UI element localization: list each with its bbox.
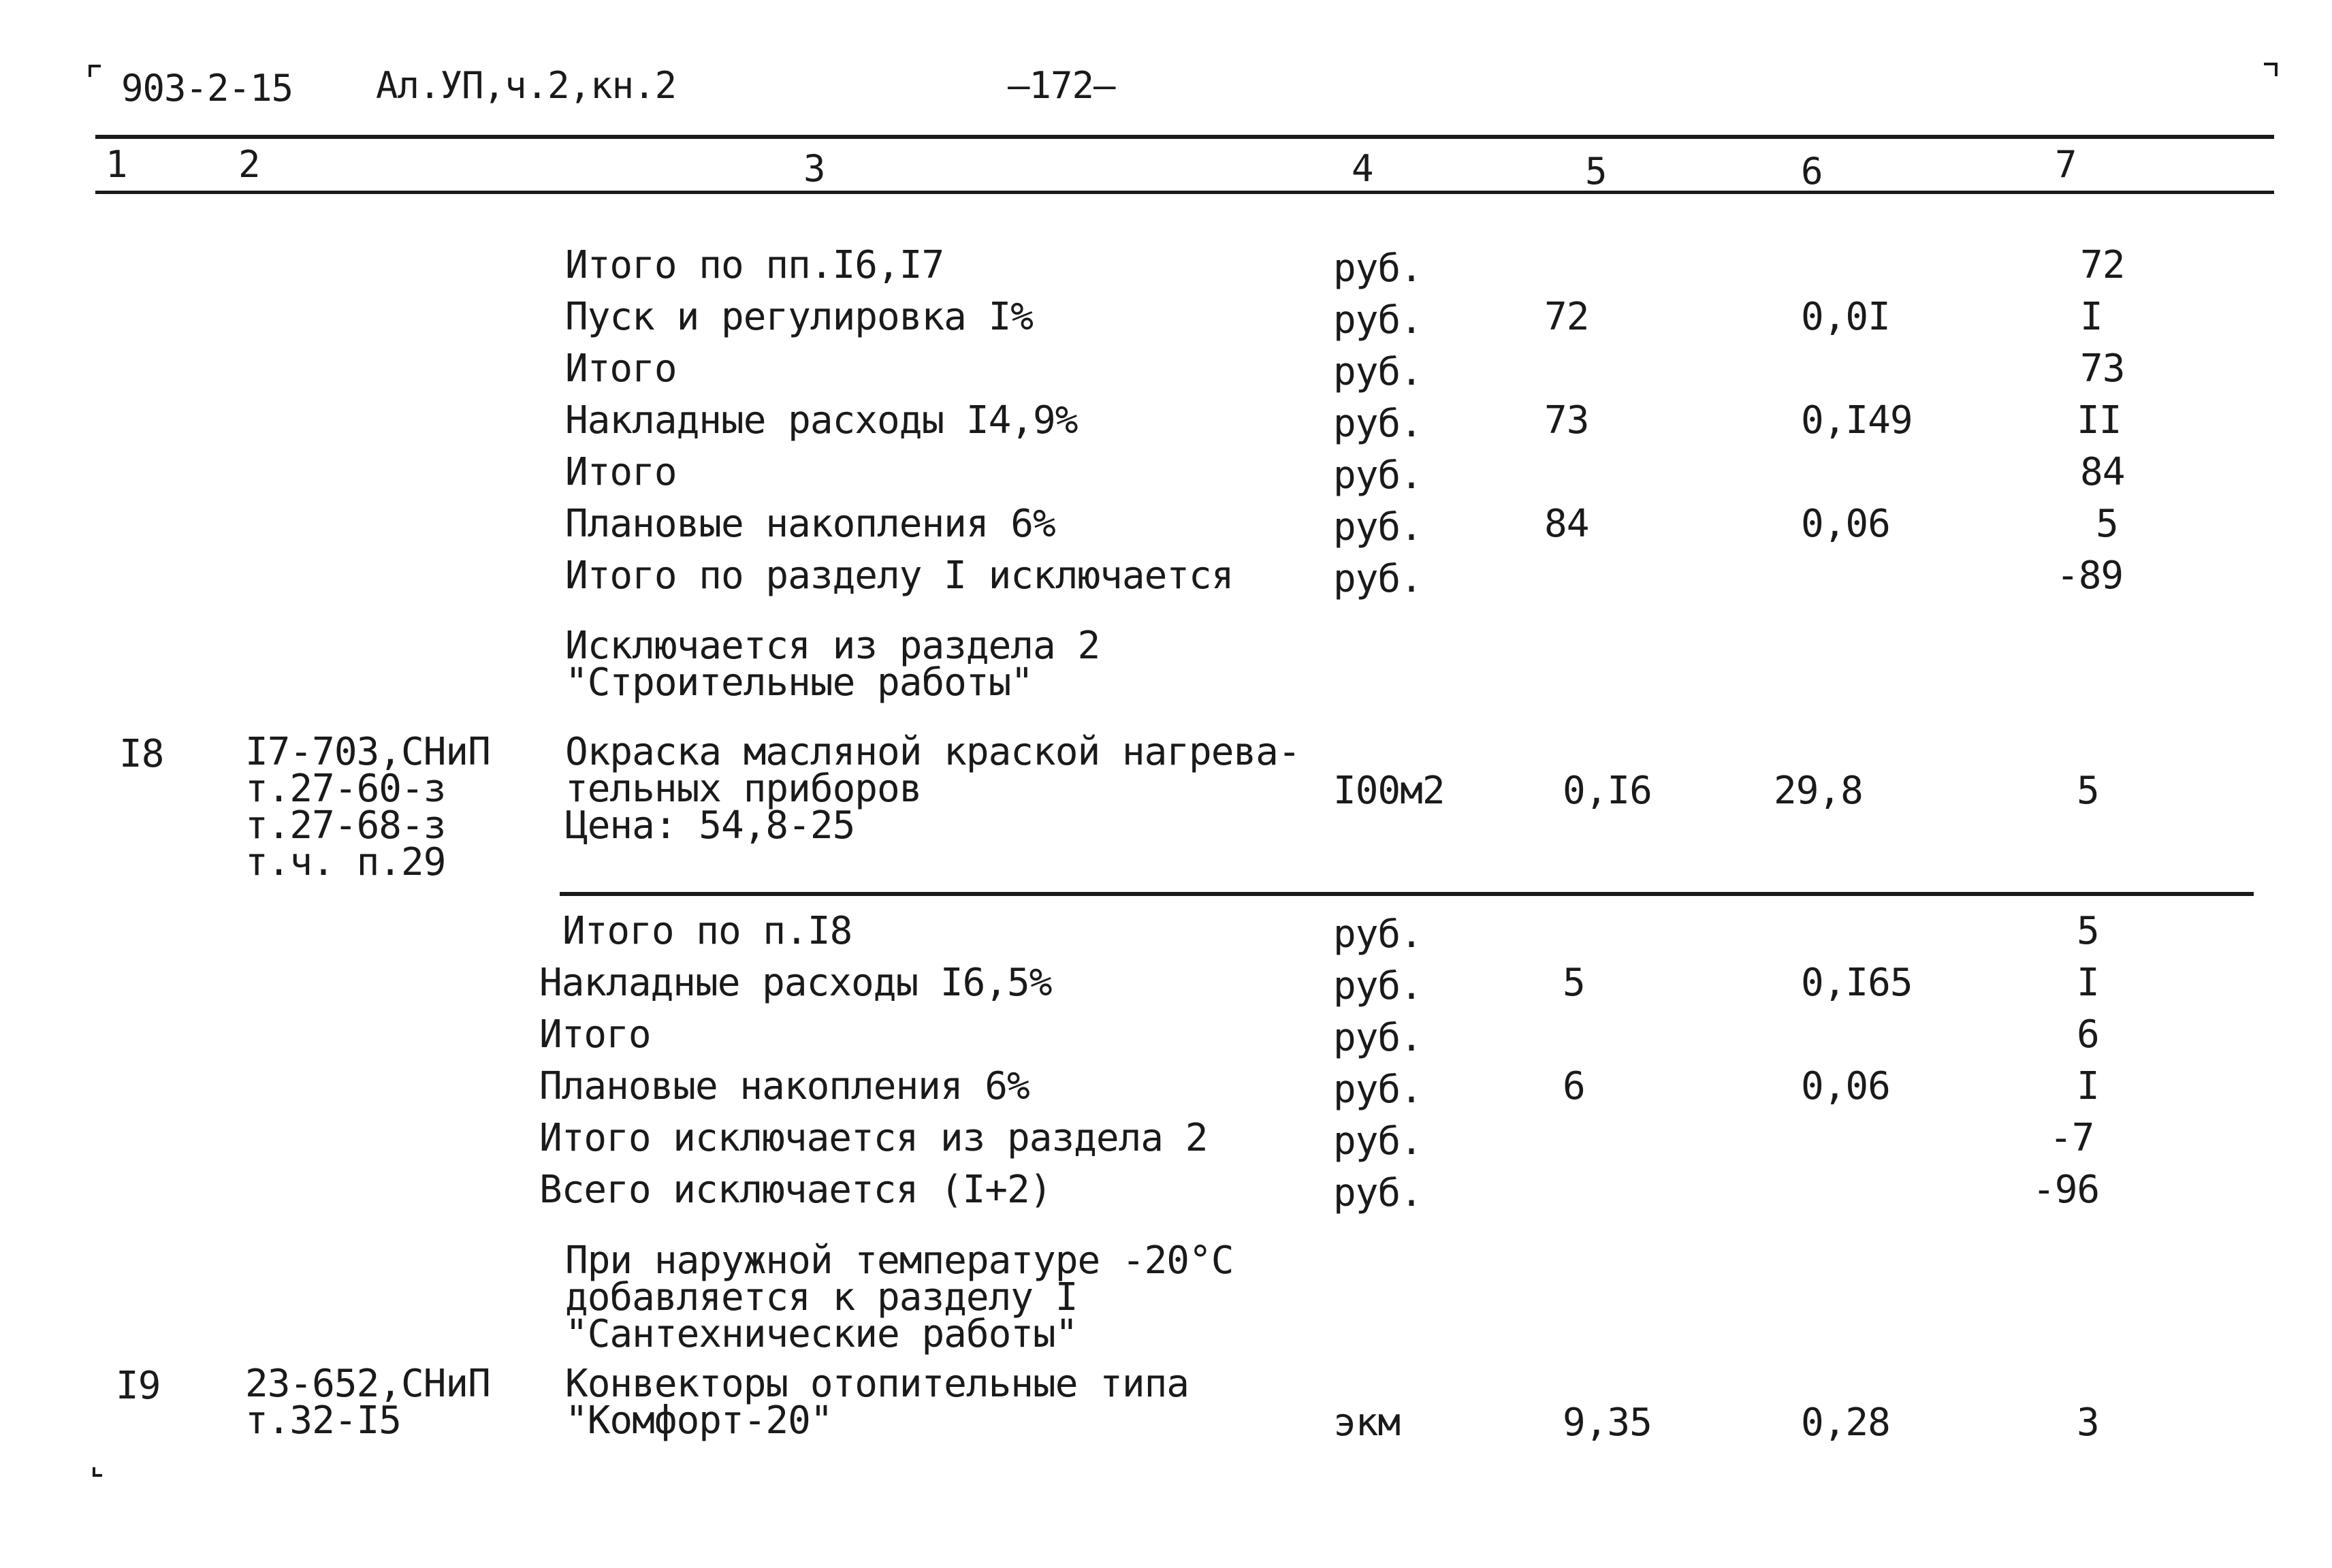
row-unit: руб. [1333,1171,1422,1215]
row-description: Накладные расходы I6,5% [539,961,1052,1005]
column-header-6: 6 [1801,150,1823,193]
row-total: -96 [2032,1168,2100,1212]
row-total: 5 [2096,502,2118,546]
row-total: 6 [2077,1012,2099,1057]
row-rate: 0,I49 [1801,398,1913,443]
row-description: Итого по п.I8 [562,909,852,953]
row-description: Плановые накопления 6% [539,1064,1029,1108]
row-description: Итого исключается из раздела 2 [539,1116,1208,1160]
corner-mark-top-right [2264,63,2278,76]
row-unit: руб. [1333,912,1422,957]
row-unit: руб. [1333,246,1422,291]
row-description: Пуск и регулировка I% [565,295,1034,339]
row-base: 73 [1544,398,1589,443]
row-total: II [2077,398,2122,443]
row-total: I [2080,295,2103,339]
row-rate: 0,0I [1801,295,1890,339]
row-total: 5 [2077,769,2099,813]
column-header-3: 3 [803,147,825,190]
row-rate: 0,06 [1801,502,1890,546]
row-base: 72 [1544,295,1589,339]
corner-mark-top-left [89,65,101,77]
section-note: При наружной температуре -20°С добавляется к разделу I "Сантехнические работы" [565,1238,1234,1356]
row-unit: руб. [1333,402,1422,446]
row-description: Итого [565,347,677,391]
row-unit: руб. [1333,453,1422,498]
document-code: 903-2-15 [121,67,293,110]
row-total: 72 [2080,243,2125,287]
row-rate: 0,I65 [1801,961,1913,1005]
row-unit: руб. [1333,505,1422,549]
row-description: Накладные расходы I4,9% [565,398,1078,443]
row-number: I9 [116,1364,161,1408]
row-unit: I00м2 [1333,769,1445,813]
row-base: 84 [1544,502,1589,546]
row-description: Конвекторы отопительные типа "Комфорт-20" [565,1362,1189,1443]
row-total: -7 [2049,1116,2094,1160]
row-description: Окраска масляной краской нагрева- тельных приборов Цена: 54,8-25 [565,730,1300,848]
row-price: 0,28 [1801,1401,1890,1445]
row-quantity: 9,35 [1563,1401,1652,1445]
row-description: Итого по разделу I исключается [565,554,1234,598]
row-unit: руб. [1333,298,1422,342]
row-unit: руб. [1333,557,1422,601]
row-unit: экм [1333,1401,1401,1445]
header-rule-bottom [95,191,2274,194]
row-reference: 23-652,СНиП т.32-I5 [245,1362,490,1443]
row-number: I8 [119,732,164,776]
column-header-5: 5 [1585,150,1607,193]
section-divider [560,892,2254,896]
row-rate: 0,06 [1801,1064,1890,1108]
row-description: Итого по пп.I6,I7 [565,243,944,287]
row-total: 73 [2080,347,2125,391]
row-total: I [2077,1064,2099,1108]
page-number: —172— [1008,64,1115,107]
row-quantity: 0,I6 [1563,769,1652,813]
corner-mark-bottom-left [93,1467,102,1477]
header-rule-top [95,135,2274,139]
row-total: -89 [2056,554,2124,598]
row-total: 3 [2077,1401,2099,1445]
row-unit: руб. [1333,1016,1422,1060]
row-unit: руб. [1333,1119,1422,1164]
row-base: 6 [1563,1064,1585,1108]
row-description: Плановые накопления 6% [565,502,1055,546]
row-reference: I7-703,СНиП т.27-60-з т.27-68-з т.ч. п.29 [245,730,490,884]
row-description: Итого [565,450,677,494]
column-header-7: 7 [2055,143,2077,186]
row-price: 29,8 [1774,769,1863,813]
row-total: 84 [2080,450,2125,494]
column-header-2: 2 [238,143,260,186]
row-unit: руб. [1333,964,1422,1008]
row-total: I [2077,961,2099,1005]
row-total: 5 [2077,909,2099,953]
row-description: Итого [539,1012,651,1057]
row-base: 5 [1563,961,1585,1005]
row-description: Всего исключается (I+2) [539,1168,1052,1212]
column-header-4: 4 [1352,147,1373,190]
row-unit: руб. [1333,1068,1422,1112]
section-heading: Исключается из раздела 2 "Строительные работы" [565,624,1100,705]
row-unit: руб. [1333,350,1422,394]
column-header-1: 1 [106,143,127,186]
document-volume: Ал.УП,ч.2,кн.2 [376,64,677,107]
